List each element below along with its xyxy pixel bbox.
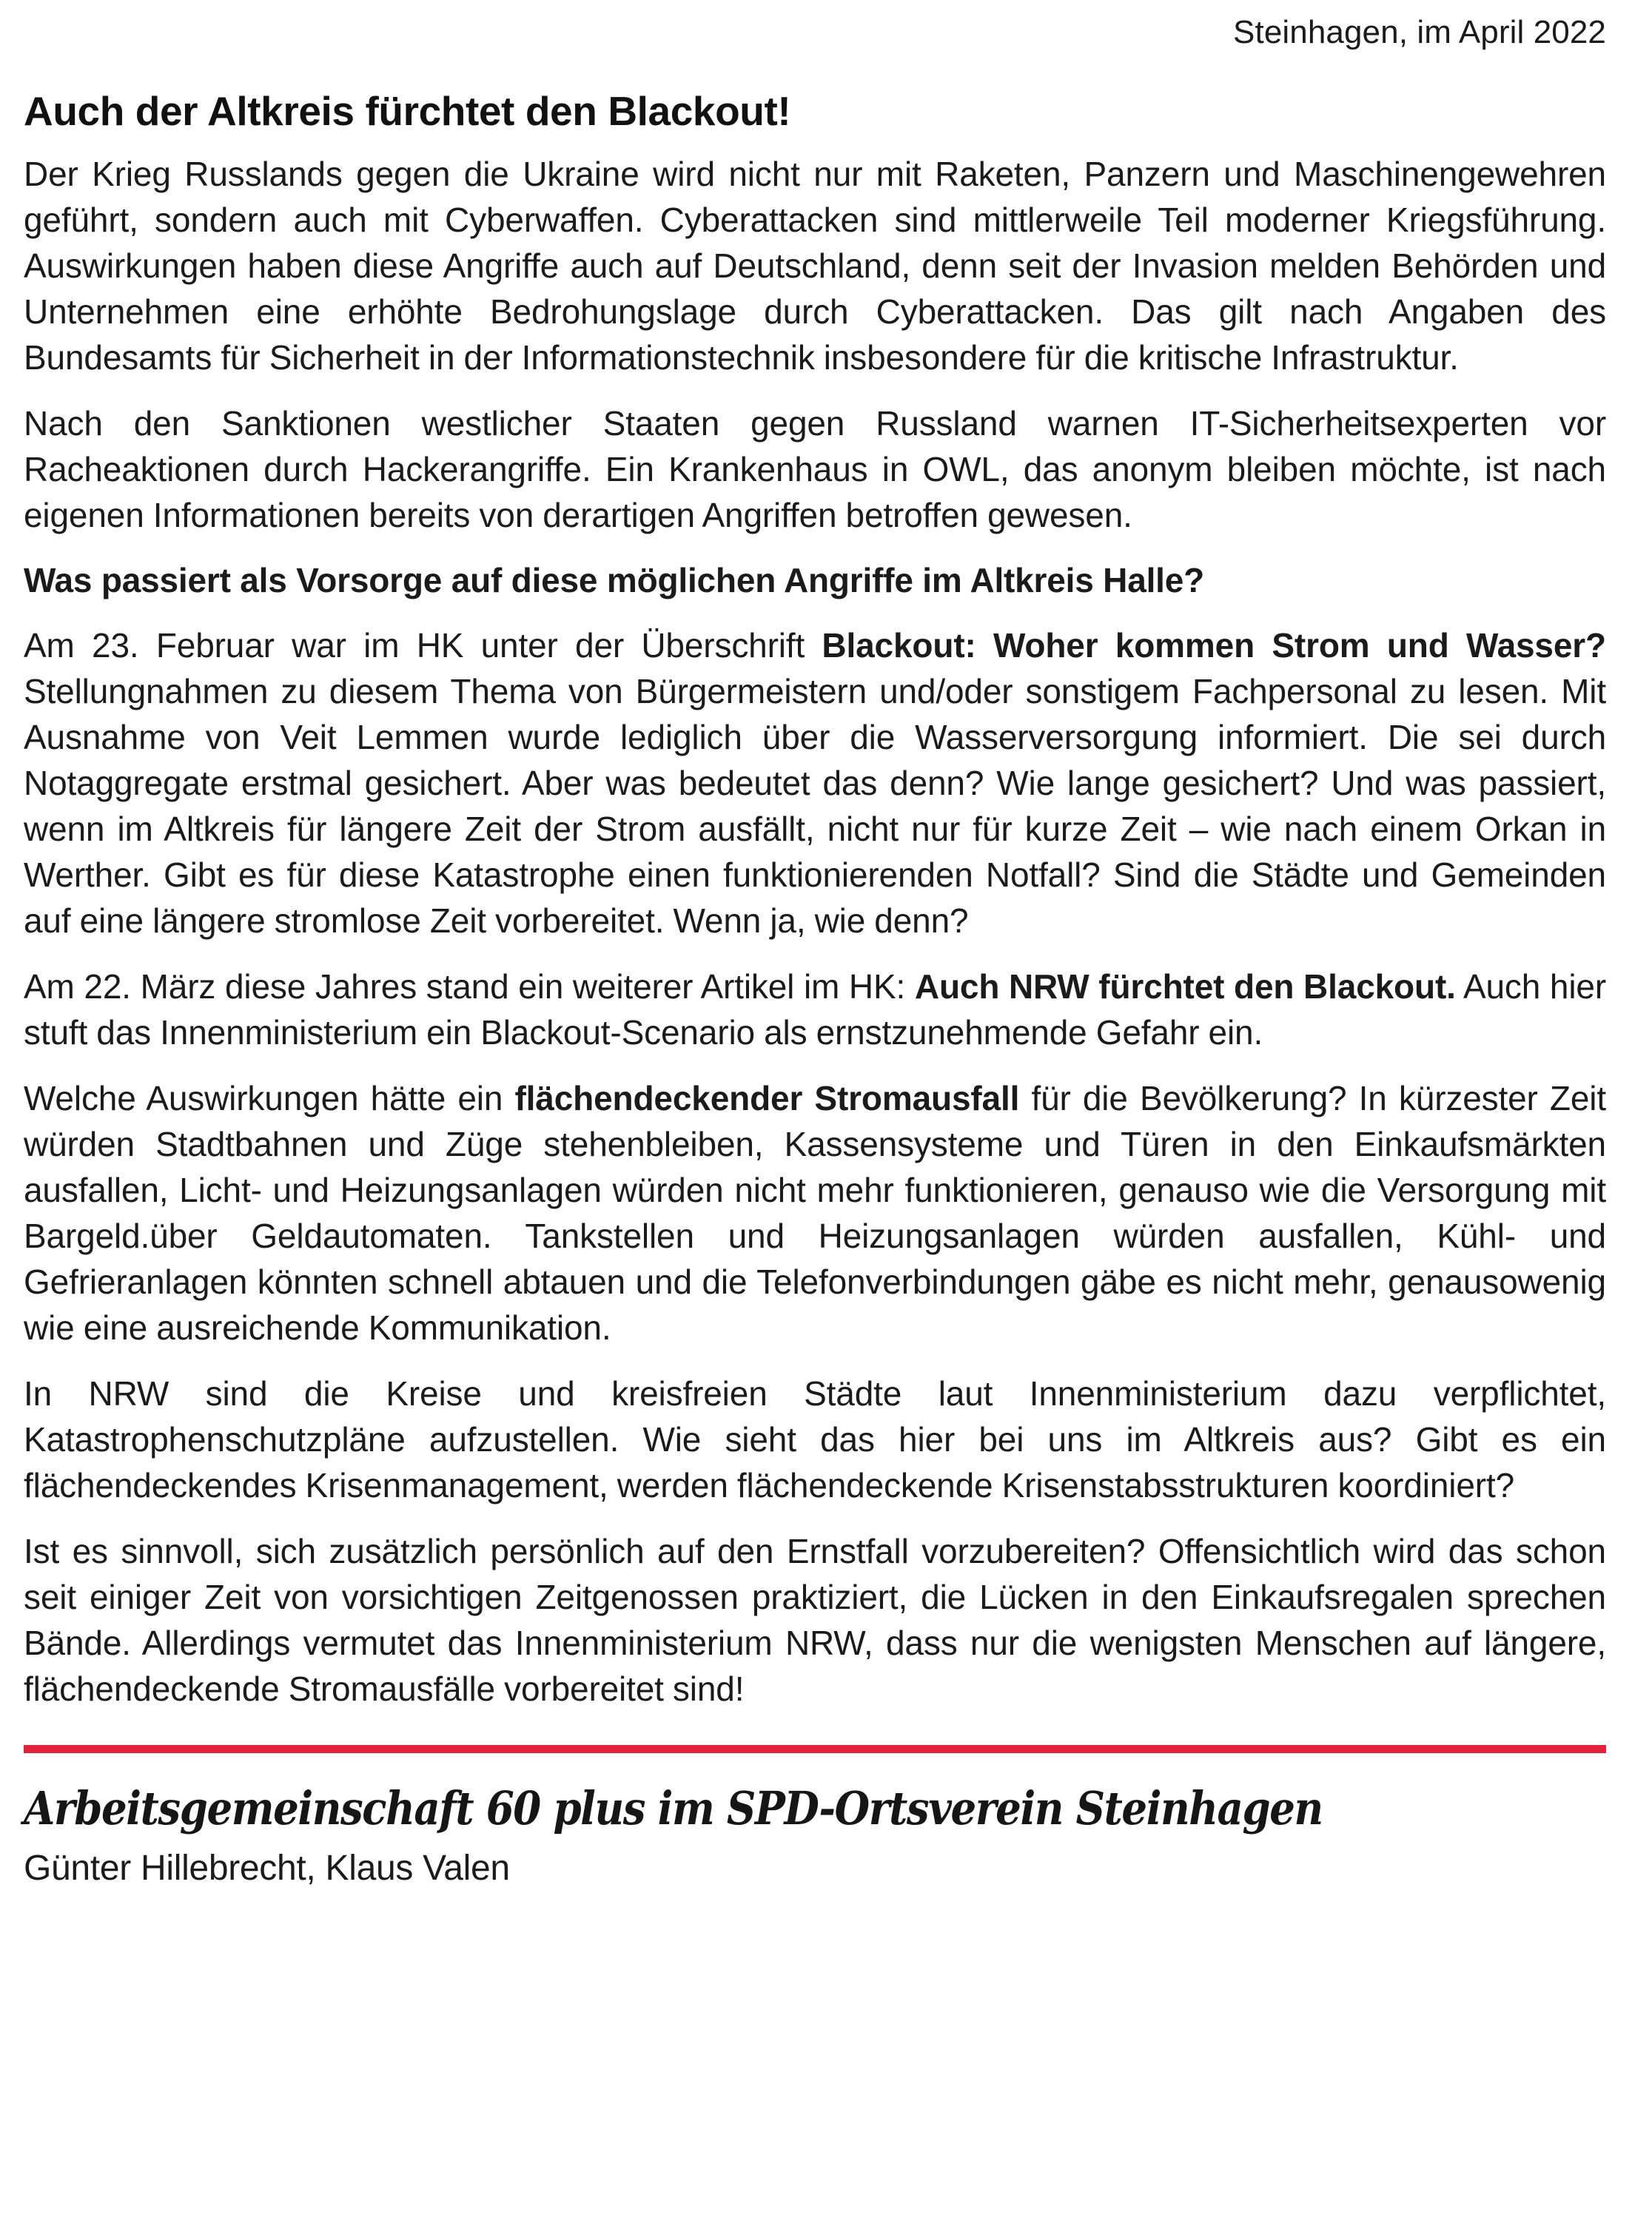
paragraph-2 xyxy=(24,400,1606,538)
paragraph-5-text-rest: für die Bevölkerung? In kürzester Zeit würden Stadtbahnen und Züge stehenbleiben, Kassensysteme und Türen in den Einkaufsmärkten ausfallen, Licht- und Heizungsanlagen würden nicht mehr funktionieren, genauso wie die Versorgung mit Bargeld.über Geldautomaten. Tankstellen und Heizungsanlagen würden ausfallen, Kühl- und Gefrieranlagen könnten schnell abtauen und die Telefonverbindungen gäbe es nicht mehr, genausowenig wie eine ausreichende Kommunikation. xyxy=(24,1078,1606,1347)
paragraph-3 xyxy=(24,622,1606,944)
page-title: Auch der Altkreis fürchtet den Blackout! xyxy=(24,88,791,134)
paragraph-1-text: Der Krieg Russlands gegen die Ukraine wird nicht nur mit Raketen, Panzern und Maschinengewehren geführt, sondern auch mit Cyberwaffen. Cyberattacken sind mittlerweile Teil moderner Kriegsführung. Auswirkungen haben diese Angriffe auch auf Deutschland, denn seit der Invasion melden Behörden und Unternehmen eine erhöhte Bedrohungslage durch Cyberattacken. Das gilt nach Angaben des Bundesamts für Sicherheit in der Informationstechnik insbesondere für die kritische Infrastruktur. xyxy=(24,154,1606,377)
paragraph-6-text: In NRW sind die Kreise und kreisfreien Städte laut Innenministerium dazu verpflichtet, Katastrophenschutzpläne aufzustellen. Wie sieht das hier bei uns im Altkreis aus? Gibt es ein flächendeckendes Krisenmanagement, werden flächendeckende Krisenstabsstrukturen koordiniert? xyxy=(24,1374,1606,1505)
article-body xyxy=(24,151,1606,1712)
paragraph-3-text-rest: Stellungnahmen zu diesem Thema von Bürgermeistern und/oder sonstigem Fachpersonal zu lesen. Mit Ausnahme von Veit Lemmen wurde lediglich über die Wasserversorgung informiert. Die sei durch Notaggregate erstmal gesichert. Aber was bedeutet das denn? Wie lange gesichert? Und was passiert, wenn im Altkreis für längere Zeit der Strom ausfällt, nicht nur für kurze Zeit – wie nach einem Orkan in Werther. Gibt es für diese Katastrophe einen funktionierenden Notfall? Sind die Städte und Gemeinden auf eine längere stromlose Zeit vorbereitet. Wenn ja, wie denn? xyxy=(24,671,1606,940)
paragraph-4-text-lead: Am 22. März diese Jahres stand ein weiterer Artikel im HK: xyxy=(24,966,915,1006)
red-divider-rule xyxy=(24,1745,1606,1753)
paragraph-3-emphasis-article-title: Blackout: Woher kommen Strom und Wasser? xyxy=(822,625,1606,665)
paragraph-6 xyxy=(24,1371,1606,1508)
paragraph-2-text: Nach den Sanktionen westlicher Staaten gegen Russland warnen IT-Sicherheitsexperten vor Racheaktionen durch Hackerangriffe. Ein Krankenhaus in OWL, das anonym bleiben möchte, ist nach eigenen Informationen bereits von derartigen Angriffen betroffen gewesen. xyxy=(24,403,1606,534)
paragraph-1 xyxy=(24,151,1606,380)
paragraph-4 xyxy=(24,964,1606,1055)
paragraph-5-emphasis-blackout-term: flächendeckender Stromausfall xyxy=(514,1078,1020,1117)
paragraph-7 xyxy=(24,1528,1606,1712)
organisation-name: Arbeitsgemeinschaft 60 plus im SPD-Ortsverein Steinhagen xyxy=(24,1781,1323,1835)
dateline: Steinhagen, im April 2022 xyxy=(1233,14,1606,50)
paragraph-5-text-lead: Welche Auswirkungen hätte ein xyxy=(24,1078,515,1117)
footer xyxy=(24,1753,1606,1889)
paragraph-4-text-rest: Auch hier stuft das Innenministerium ein Blackout-Scenario als ernstzunehmende Gefahr ein. xyxy=(24,966,1607,1052)
paragraph-3-text-lead: Am 23. Februar war im HK unter der Überschrift xyxy=(24,625,822,665)
author-names: Günter Hillebrecht, Klaus Valen xyxy=(24,1849,510,1889)
section-subheading: Was passiert als Vorsorge auf diese möglichen Angriffe im Altkreis Halle? xyxy=(24,560,1205,599)
paragraph-5 xyxy=(24,1075,1606,1351)
paragraph-7-text: Ist es sinnvoll, sich zusätzlich persönlich auf den Ernstfall vorzubereiten? Offensichtlich wird das schon seit einiger Zeit von vorsichtigen Zeitgenossen praktiziert, die Lücken in den Einkaufsregalen sprechen Bände. Allerdings vermutet das Innenministerium NRW, dass nur die wenigsten Menschen auf längere, flächendeckende Stromausfälle vorbereitet sind! xyxy=(24,1531,1606,1708)
paragraph-4-emphasis-article-title: Auch NRW fürchtet den Blackout. xyxy=(914,966,1456,1006)
